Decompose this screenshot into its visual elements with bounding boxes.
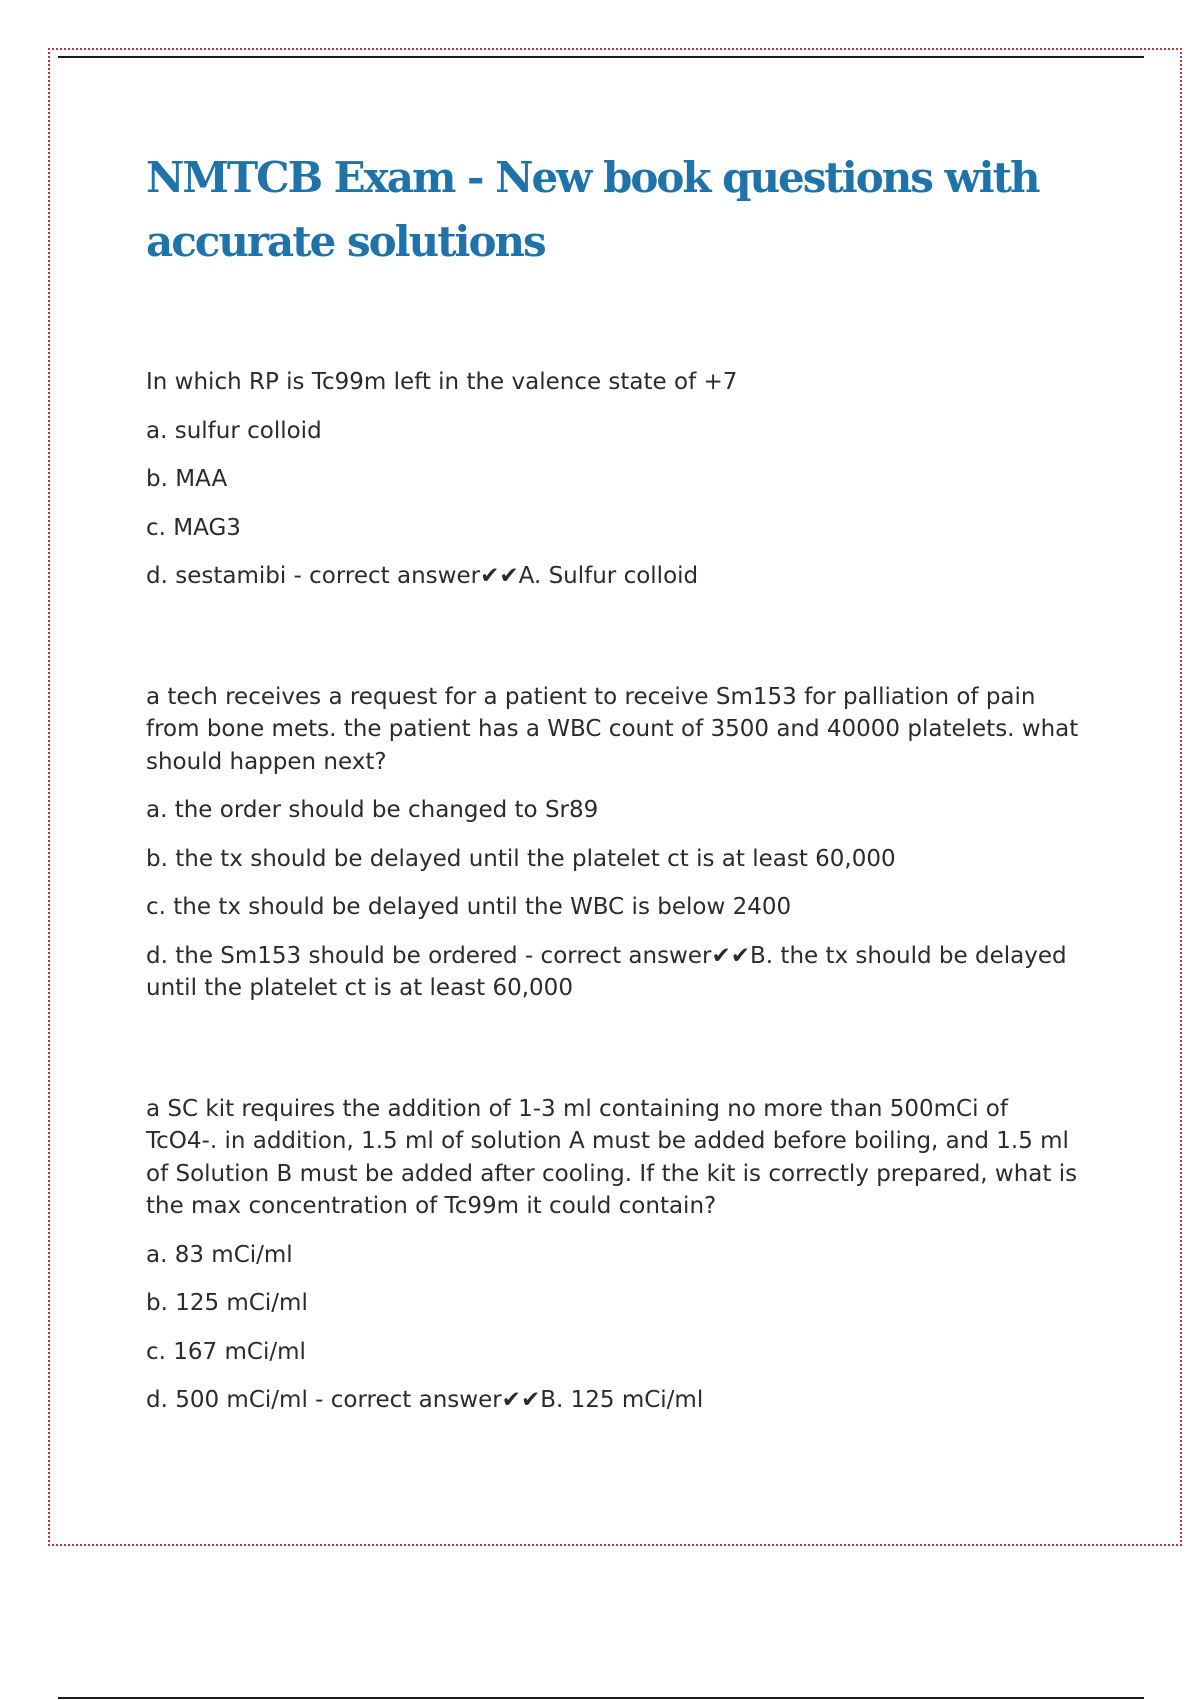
answer-option-d: d. 500 mCi/ml - correct answer✔✔B. 125 mCi/ml bbox=[146, 1387, 704, 1413]
answer-option-d: d. sestamibi - correct answer✔✔A. Sulfur colloid bbox=[146, 563, 699, 589]
answer-option-c: c. the tx should be delayed until the WBC is below 2400 bbox=[146, 894, 792, 920]
answer-option-a: a. the order should be changed to Sr89 bbox=[146, 797, 599, 823]
answer-option-b: b. MAA bbox=[146, 466, 228, 492]
question-text: In which RP is Tc99m left in the valence state of +7 bbox=[146, 369, 738, 395]
answer-options bbox=[146, 1239, 1086, 1417]
question-text: a tech receives a request for a patient to receive Sm153 for palliation of pain from bone mets. the patient has a WBC count of 3500 and 40000 platelets. what should happen next? bbox=[146, 683, 1079, 775]
answer-option-a: a. sulfur colloid bbox=[146, 417, 322, 444]
question-text: a SC kit requires the addition of 1-3 ml containing no more than 500mCi of TcO4-. in addition, 1.5 ml of solution A must be added before boiling, and 1.5 ml of Solution B must be added after cooling. If the kit is correctly prepared, what is the max concentration of Tc99m it could contain? bbox=[146, 1095, 1078, 1219]
header-rule bbox=[58, 56, 1144, 58]
answer-option-a: a. 83 mCi/ml bbox=[146, 1241, 293, 1268]
question-block-2 bbox=[146, 681, 1086, 1005]
answer-option-c: c. MAG3 bbox=[146, 514, 241, 541]
question-list bbox=[146, 366, 1086, 1505]
question-block-3 bbox=[146, 1093, 1086, 1417]
answer-options bbox=[146, 415, 1086, 593]
answer-options bbox=[146, 794, 1086, 1005]
answer-option-c: c. 167 mCi/ml bbox=[146, 1338, 306, 1365]
footer-rule bbox=[58, 1697, 1144, 1699]
document-title: NMTCB Exam - New book questions with accurate solutions bbox=[146, 153, 1039, 266]
answer-option-b: b. the tx should be delayed until the platelet ct is at least 60,000 bbox=[146, 845, 896, 872]
answer-option-d: d. the Sm153 should be ordered - correct answer✔✔B. the tx should be delayed until the platelet ct is at least 60,000 bbox=[146, 942, 1067, 1001]
question-block-1 bbox=[146, 366, 1086, 593]
answer-option-b: b. 125 mCi/ml bbox=[146, 1290, 308, 1316]
